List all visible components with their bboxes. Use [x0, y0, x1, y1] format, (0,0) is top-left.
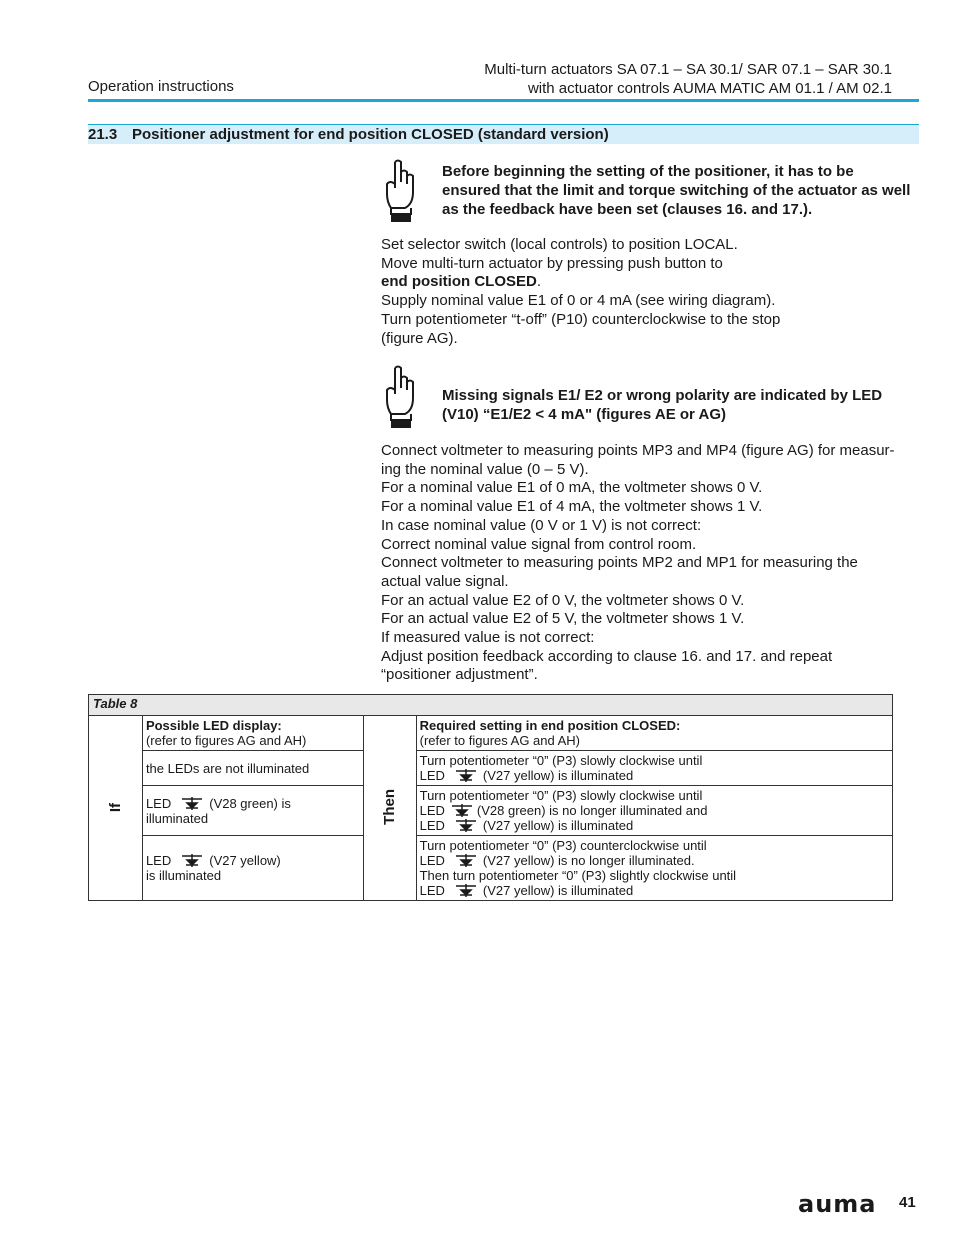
row2-left-text: (V28 green) is	[209, 795, 291, 811]
led-symbol-icon	[455, 769, 477, 782]
left-header-cell	[142, 716, 363, 751]
row1-right-a: Turn potentiometer “0” (P3) slowly clockwise until	[419, 753, 703, 768]
led-symbol-icon	[451, 804, 473, 817]
p2-line: If measured value is not correct:	[381, 629, 595, 647]
p1-line3-tail: .	[536, 273, 542, 291]
p2-line: “positioner adjustment”.	[381, 666, 538, 684]
row1-left-text: the LEDs are not illuminated	[145, 760, 310, 776]
p2-line: For an actual value E2 of 0 V, the voltmeter shows 0 V.	[381, 591, 745, 609]
p2-line: In case nominal value (0 V or 1 V) is not correct:	[381, 516, 702, 534]
p2-line: For a nominal value E1 of 0 mA, the voltmeter shows 0 V.	[381, 479, 763, 497]
p2-line: For a nominal value E1 of 4 mA, the voltmeter shows 1 V.	[381, 498, 763, 516]
row1-right-b	[420, 768, 889, 783]
led-label: LED	[419, 803, 445, 818]
row2-right-b	[420, 803, 889, 818]
led-symbol-icon	[455, 854, 477, 867]
left-header-sub: (refer to figures AG and AH)	[145, 733, 307, 748]
header-right	[484, 60, 892, 98]
note-2: Missing signals E1/ E2 or wrong polarity are indicated by LED (V10) “E1/E2 < 4 mA" (figures AE or AG)	[442, 387, 883, 423]
row3-right-d	[420, 883, 889, 898]
row3-left-text: (V27 yellow)	[209, 853, 281, 868]
row3-right-cell	[416, 836, 892, 901]
right-header-cell	[416, 716, 892, 751]
row3-right-d-text: (V27 yellow) is illuminated	[482, 883, 634, 898]
led-label: LED	[145, 795, 172, 811]
page-number: 41	[899, 1194, 916, 1211]
led-symbol-icon	[455, 819, 477, 832]
led-symbol-icon	[181, 797, 203, 810]
left-header-bold: Possible LED display:	[145, 718, 282, 733]
header-rule	[88, 99, 919, 102]
then-cell	[363, 716, 416, 901]
table-caption: Table 8	[89, 695, 893, 716]
if-cell	[89, 716, 143, 901]
p2-line: For an actual value E2 of 5 V, the voltmeter shows 1 V.	[381, 610, 745, 628]
pointing-hand-icon	[381, 158, 417, 224]
p1-line1: Set selector switch (local controls) to position LOCAL.	[381, 236, 738, 253]
p1-line5: Turn potentiometer “t-off” (P10) counterclockwise to the stop	[381, 310, 781, 328]
p1-line3	[381, 273, 921, 292]
p2-line: actual value signal.	[381, 572, 509, 590]
row2-right-a: Turn potentiometer “0” (P3) slowly clockwise until	[419, 788, 703, 803]
section-title-text: Positioner adjustment for end position CLOSED (standard version)	[132, 126, 609, 143]
row3-right-a: Turn potentiometer “0” (P3) counterclockwise until	[419, 838, 707, 853]
row3-left-a	[146, 853, 360, 868]
p2-line: Adjust position feedback according to clause 16. and 17. and repeat	[381, 647, 833, 665]
row1-left-cell	[142, 751, 363, 786]
row3-left-cell	[142, 836, 363, 901]
led-symbol-icon	[181, 854, 203, 867]
row3-right-c: Then turn potentiometer “0” (P3) slightly clockwise until	[419, 868, 737, 883]
row2-left-cell	[142, 786, 363, 836]
row3-right-b	[420, 853, 889, 868]
header-right-line1: Multi-turn actuators SA 07.1 – SA 30.1/ SAR 07.1 – SAR 30.1	[484, 61, 892, 78]
section-number: 21.3	[88, 126, 118, 143]
p1-line3-bold: end position CLOSED	[381, 273, 537, 291]
section-title	[88, 126, 609, 143]
header-right-line2: with actuator controls AUMA MATIC AM 01.1 / AM 02.1	[527, 80, 892, 97]
paragraph-2	[381, 442, 921, 685]
led-label: LED	[419, 768, 445, 783]
p2-line: Connect voltmeter to measuring points MP2 and MP1 for measuring the	[381, 554, 858, 572]
p2-line: Connect voltmeter to measuring points MP3 and MP4 (figure AG) for measur-	[381, 442, 895, 459]
paragraph-1	[381, 236, 921, 348]
row2-right-b-text: (V28 green) is no longer illuminated and	[476, 803, 708, 818]
row2-right-c-text: (V27 yellow) is illuminated	[482, 818, 634, 833]
p2-line: ing the nominal value (0 – 5 V).	[381, 460, 589, 478]
then-label: Then	[381, 788, 399, 825]
pointing-hand-icon	[381, 364, 417, 430]
right-header-sub: (refer to figures AG and AH)	[419, 733, 581, 748]
led-symbol-icon	[455, 884, 477, 897]
led-label: LED	[419, 853, 445, 868]
row1-right-b-text: (V27 yellow) is illuminated	[482, 768, 634, 783]
header-left: Operation instructions	[88, 78, 234, 95]
p2-line: Correct nominal value signal from control room.	[381, 535, 697, 553]
row2-left-b: illuminated	[145, 810, 209, 826]
row3-left-b: is illuminated	[145, 868, 222, 883]
row2-right-c	[420, 818, 889, 833]
p1-line4: Supply nominal value E1 of 0 or 4 mA (see wiring diagram).	[381, 292, 776, 310]
if-label: If	[106, 803, 124, 813]
note-1: Before beginning the setting of the positioner, it has to be ensured that the limit and torque switching of the actuator as well as the feedback have been set (clauses 16. and 17.).	[442, 163, 911, 218]
row1-right-cell	[416, 751, 892, 786]
right-header-bold: Required setting in end position CLOSED:	[419, 718, 681, 733]
auma-logo: auma	[798, 1190, 877, 1218]
led-label: LED	[419, 818, 445, 833]
row2-right-cell	[416, 786, 892, 836]
led-label: LED	[145, 853, 172, 868]
p1-line2: Move multi-turn actuator by pressing push button to	[381, 254, 723, 272]
table-8	[88, 694, 893, 901]
p1-line6: (figure AG).	[381, 329, 458, 347]
led-label: LED	[419, 883, 445, 898]
row2-left-a	[146, 796, 360, 811]
row3-right-b-text: (V27 yellow) is no longer illuminated.	[482, 853, 695, 868]
